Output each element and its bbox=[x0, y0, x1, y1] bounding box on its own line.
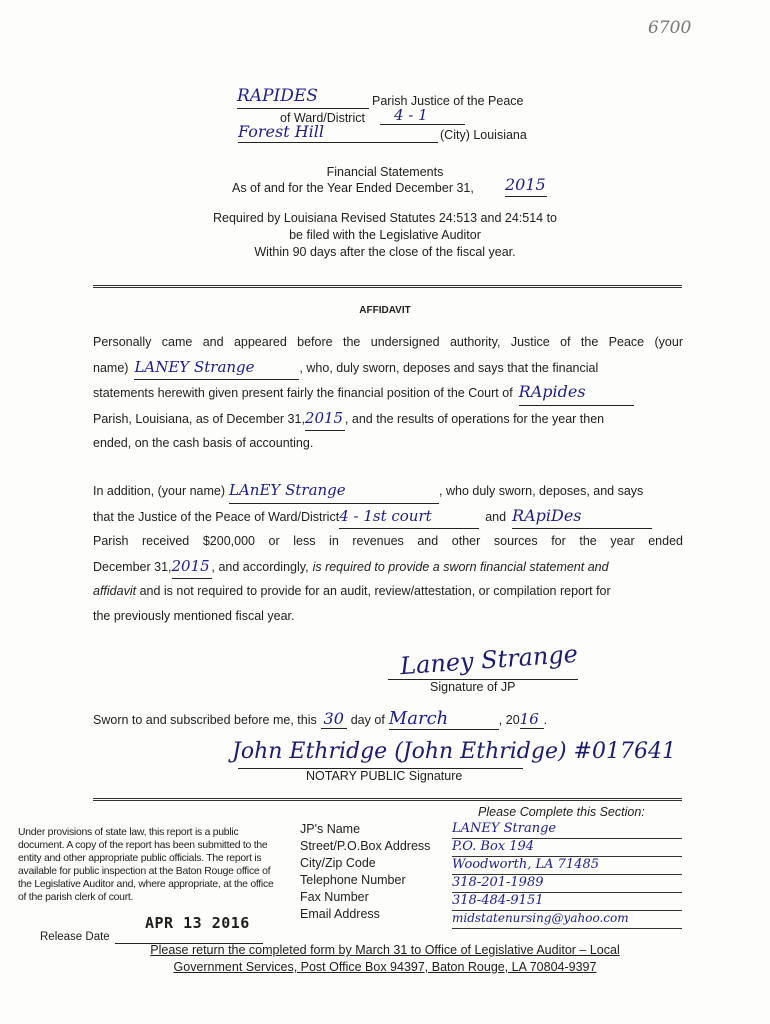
required-line2: be filed with the Legislative Auditor bbox=[289, 228, 481, 242]
parish-jp-label: Parish Justice of the Peace bbox=[372, 94, 524, 108]
p2-affidavit-italic: affidavit bbox=[93, 584, 137, 598]
p1-court-text: statements herewith given present fairly the financial position of the Court of bbox=[93, 386, 513, 400]
sworn-month-handwritten: March bbox=[389, 708, 499, 730]
title-line1: Financial Statements bbox=[326, 165, 444, 179]
contact-labels bbox=[300, 821, 430, 923]
city-handwritten: Forest Hill bbox=[238, 122, 438, 143]
return-instructions-1: Please return the completed form by March 31 to Office of Legislative Auditor – Local bbox=[150, 943, 620, 957]
p2-line2 bbox=[93, 504, 683, 530]
p2-date-text: December 31, bbox=[93, 559, 172, 574]
contact-values bbox=[452, 821, 682, 929]
p2-line6: the previously mentioned fiscal year. bbox=[93, 608, 295, 623]
public-document-notice: Under provisions of state law, this report is a public document. A copy of the report has been submitted to the entity and other appropriate public officials. The report is available for public inspection at the Baton Rouge office of the Legislative Auditor and, where appropriate, at the office of the parish clerk of court. bbox=[18, 827, 274, 903]
p2-ward-handwritten: 4 - 1st court bbox=[339, 504, 479, 530]
notary-signature-label: NOTARY PUBLIC Signature bbox=[306, 769, 463, 783]
p2-name-label: In addition, (your name) bbox=[93, 484, 226, 498]
ward-label: of Ward/District bbox=[280, 111, 365, 125]
p1-court-handwritten: RApides bbox=[519, 380, 634, 406]
p2-line1 bbox=[93, 478, 683, 504]
p1-date-text: Parish, Louisiana, as of December 31, bbox=[93, 411, 305, 426]
required-line1: Required by Louisiana Revised Statutes 24:513 and 24:514 to bbox=[213, 211, 557, 225]
p1-name-handwritten: LANEY Strange bbox=[134, 355, 299, 381]
affidavit-heading: AFFIDAVIT bbox=[359, 305, 411, 316]
email-value: midstatenursing@yahoo.com bbox=[452, 911, 682, 929]
p2-line4 bbox=[93, 554, 683, 580]
fax-value: 318-484-9151 bbox=[452, 893, 682, 911]
p1-line3 bbox=[93, 380, 683, 406]
fax-label: Fax Number bbox=[300, 890, 369, 904]
telephone-value: 318-201-1989 bbox=[452, 875, 682, 893]
p2-name-handwritten: LAnEY Strange bbox=[229, 478, 439, 504]
p1-results-text: , and the results of operations for the year then bbox=[344, 411, 605, 426]
sworn-text: Sworn to and subscribed before me, this bbox=[93, 713, 317, 727]
required-line3: Within 90 days after the close of the fiscal year. bbox=[254, 245, 516, 259]
city-zip-value: Woodworth, LA 71485 bbox=[452, 857, 682, 875]
p2-line5 bbox=[93, 579, 683, 604]
email-label: Email Address bbox=[300, 907, 380, 921]
please-complete: Please Complete this Section: bbox=[478, 805, 645, 819]
p2-accordingly: , and accordingly, bbox=[211, 559, 309, 574]
divider-bottom bbox=[93, 798, 682, 801]
p2-not-required: and is not required to provide for an audit, review/attestation, or compilation report for bbox=[139, 584, 611, 598]
telephone-label: Telephone Number bbox=[300, 873, 406, 887]
sworn-day-handwritten: 30 bbox=[321, 709, 347, 729]
p2-and: and bbox=[485, 509, 507, 524]
street-value: P.O. Box 194 bbox=[452, 839, 682, 857]
ward-handwritten: 4 - 1 bbox=[380, 106, 465, 125]
jp-name-label: JP's Name bbox=[300, 822, 361, 836]
jp-signature-label: Signature of JP bbox=[430, 680, 516, 694]
p1-sworn-text: , who, duly sworn, deposes and says that the financial bbox=[299, 360, 599, 375]
p2-line3: Parish received $200,000 or less in revenues and other sources for the year ended bbox=[93, 534, 683, 548]
p1-line5: ended, on the cash basis of accounting. bbox=[93, 436, 314, 450]
notary-signature-handwritten: John Ethridge (John Ethridge) #017641 bbox=[232, 739, 676, 764]
p2-required-italic: is required to provide a sworn financial statement and bbox=[312, 559, 609, 574]
title-line2: As of and for the Year Ended December 31, bbox=[232, 181, 474, 195]
city-zip-label: City/Zip Code bbox=[300, 856, 376, 870]
parish-name-handwritten: RAPIDES bbox=[237, 86, 369, 109]
sworn-line: Sworn to and subscribed before me, this 30 day of March , 20 16 . bbox=[93, 708, 548, 729]
p1-line1: Personally came and appeared before the undersigned authority, Justice of the Peace (your bbox=[93, 335, 683, 349]
p2-year-handwritten: 2015 bbox=[172, 554, 212, 580]
release-date-stamp: APR 13 2016 bbox=[145, 914, 250, 932]
sworn-year-handwritten: 16 bbox=[520, 710, 544, 729]
sworn-year-prefix: , 20 bbox=[498, 713, 520, 727]
street-label: Street/P.O.Box Address bbox=[300, 839, 431, 853]
affidavit-paragraph-1 bbox=[93, 330, 683, 456]
jp-signature-handwritten: Laney Strange bbox=[399, 639, 579, 681]
p1-line4 bbox=[93, 406, 683, 432]
p1-year-handwritten: 2015 bbox=[305, 406, 345, 432]
city-label: (City) Louisiana bbox=[440, 128, 527, 142]
p1-name-label: name) bbox=[93, 360, 129, 375]
p2-parish-handwritten: RApiDes bbox=[512, 504, 652, 530]
return-instructions-2: Government Services, Post Office Box 94397, Baton Rouge, LA 70804-9397 bbox=[173, 960, 597, 974]
p2-sworn-text: , who duly sworn, deposes, and says bbox=[439, 484, 644, 498]
sworn-dayof: day of bbox=[350, 713, 385, 727]
release-date-label: Release Date bbox=[40, 931, 110, 943]
title-year-handwritten: 2015 bbox=[505, 175, 547, 197]
jp-name-value: LANEY Strange bbox=[452, 821, 682, 839]
corner-note: 6700 bbox=[648, 18, 692, 38]
affidavit-paragraph-2 bbox=[93, 478, 683, 628]
p1-line2 bbox=[93, 355, 683, 381]
divider-top bbox=[93, 285, 682, 288]
p2-ward-label: that the Justice of the Peace of Ward/District bbox=[93, 509, 340, 524]
